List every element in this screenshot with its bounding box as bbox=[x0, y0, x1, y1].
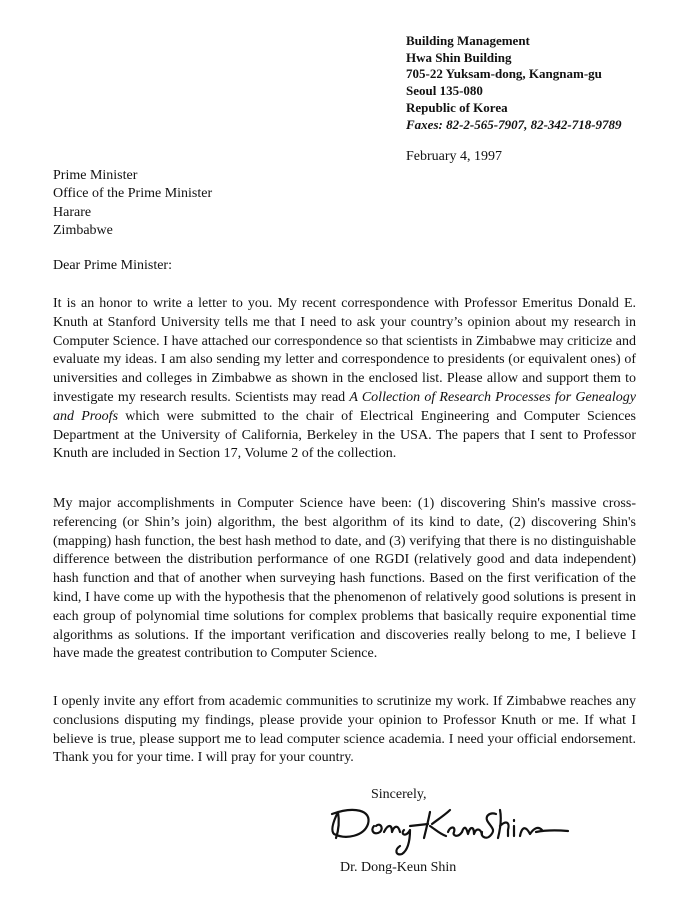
recipient-line: Zimbabwe bbox=[53, 222, 113, 238]
sender-line: Republic of Korea bbox=[406, 99, 508, 115]
body-paragraph-1 bbox=[53, 295, 636, 464]
recipient-line: Harare bbox=[53, 204, 92, 220]
paragraph-1-text-b: which were submitted to the chair of Electrical Engineering and Computer Sciences Department at the University of California, Berkeley in the USA. The papers that I sent to Professor Knuth are included in Section 17, Volume 2 of the collection. bbox=[53, 408, 636, 462]
sender-line: 705-22 Yuksam-dong, Kangnam-gu bbox=[406, 66, 602, 82]
sender-fax: Faxes: 82-2-565-7907, 82-342-718-9789 bbox=[406, 116, 622, 132]
body-paragraph-2: My major accomplishments in Computer Science have been: (1) discovering Shin's massive cross-referencing (or Shin’s join) algorithm, the best algorithm of its kind to date, (2) discovering Shin's (mapping) hash function, the best hash method to date, and (3) verifying that there is no distinguishable difference between the distribution performance of one RGDI (relatively good and data independent) hash function and that of another when surveying hash functions. Based on the first verification of the kind, I have come up with the hypothesis that the phenomenon of relatively good solutions is present in each group of polynomial time solutions for complex problems that basically require exponential time algorithms as solutions. If the important verification and discoveries really belong to me, I believe I have made the greatest contribution to Computer Science. bbox=[53, 496, 636, 662]
sender-line: Hwa Shin Building bbox=[406, 49, 512, 65]
sender-line: Building Management bbox=[406, 33, 530, 48]
body-paragraph-3: I openly invite any effort from academic communities to scrutinize my work. If Zimbabwe reaches any conclusions disputing my findings, please provide your opinion to Professor Knuth or me. If what I believe is true, please support me to lead computer science academia. I need your official endorsement. Thank you for your time. I will pray for your country. bbox=[53, 694, 636, 766]
recipient-line: Office of the Prime Minister bbox=[53, 186, 213, 202]
salutation: Dear Prime Minister: bbox=[53, 258, 172, 273]
closing: Sincerely, bbox=[371, 787, 427, 802]
handwritten-signature bbox=[324, 800, 574, 860]
typed-name: Dr. Dong-Keun Shin bbox=[340, 860, 457, 875]
sender-line: Seoul 135-080 bbox=[406, 83, 483, 99]
sender-address bbox=[406, 33, 622, 133]
collection-title: A Collection of Research Processes for Genealogy and Proofs bbox=[53, 389, 636, 424]
paragraph-1-text-a: It is an honor to write a letter to you. My recent correspondence with Professor Emeritus Donald E. Knuth at Stanford University tells me that I need to ask your country’s opinion about my research in Computer Science. I have attached our correspondence so that scientists in Zimbabwe may criticize and evaluate my ideas. I am also sending my letter and correspondence to presidents (or equivalent ones) of universities and colleges in Zimbabwe as shown in the enclosed list. Please allow and support them to investigate my research results. Scientists may read bbox=[53, 296, 636, 405]
recipient-address bbox=[53, 167, 212, 240]
recipient-line: Prime Minister bbox=[53, 168, 138, 183]
letter-date: February 4, 1997 bbox=[406, 149, 503, 164]
